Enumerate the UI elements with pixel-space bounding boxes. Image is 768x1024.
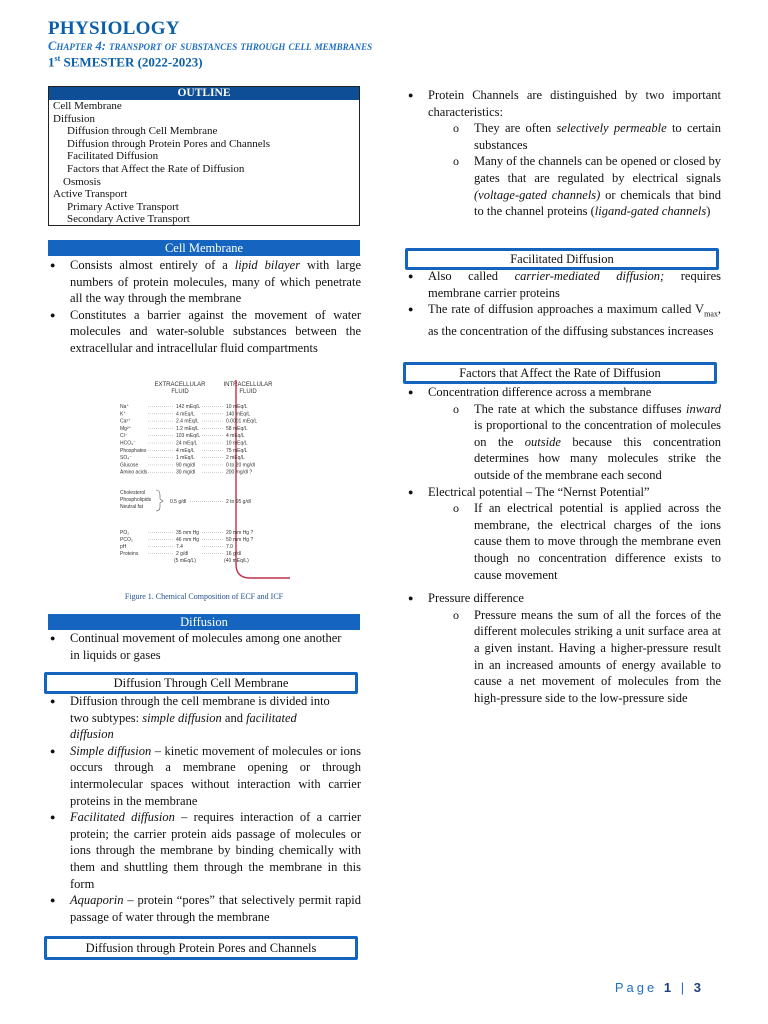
outline-item: Diffusion through Protein Pores and Channels (67, 137, 270, 150)
diffusion-section (48, 630, 348, 663)
diffusion-cell-heading: Diffusion Through Cell Membrane (44, 672, 358, 694)
lipid-ecf: 0.5 g/dl (170, 499, 187, 505)
list-item: ● Protein Channels are distinguished by two important characteristics: (406, 87, 721, 120)
lipid-brace (156, 490, 163, 511)
outline-item: Facilitated Diffusion (67, 150, 159, 163)
figure-label: SO₄⁻ (120, 455, 132, 462)
figure-ecf: 142 mEq/L (176, 404, 201, 410)
outline-heading: OUTLINE (49, 87, 359, 100)
list-item: ● Consists almost entirely of a lipid bilayer with large numbers of protein molecules, many of which penetrate all the way through the membrane (48, 257, 361, 307)
sub-item: o The rate at which the substance diffuses inward is proportional to the concentration of molecules on the outside because this concentration determines how many molecules strike the outside of the membrane each second (406, 401, 721, 484)
pores-heading: Diffusion through Protein Pores and Channels (44, 936, 358, 960)
figure-icf: 16 g/dl (226, 551, 242, 557)
figure-ecf: 2.4 mEq/L (176, 418, 199, 425)
sub-item: o Pressure means the sum of all the forces of the different molecules striking a unit surface area at a given instant. Having a higher-pressure result in an increased amounts of energy available to cause a net movement of molecules from the high-pressure side to the low-pressure side (406, 607, 721, 707)
figure-icf: 7.0 (226, 544, 233, 550)
outline-item: Osmosis (63, 175, 101, 188)
list-item: ● Continual movement of molecules among one another in liquids or gases (48, 630, 348, 663)
document-title: PHYSIOLOGY (48, 18, 180, 39)
figure-icf: 20 mm Hg ? (226, 530, 254, 536)
factors-section (406, 384, 721, 706)
sub-item: o They are often selectively permeable to certain substances (406, 120, 721, 153)
figure-label: K⁺ (120, 411, 126, 418)
figure-ecf: 4 mEq/L (176, 411, 195, 418)
page-number: Page 1 | 3 (614, 980, 704, 995)
ecf-column-title: EXTRACELLULAR (154, 382, 206, 388)
list-item: ● Constitutes a barrier against the movement of water molecules and water-soluble substances between the extracellular and intracellular fluid compartments (48, 307, 361, 357)
outline-item: Secondary Active Transport (67, 213, 190, 226)
list-item: ● Also called carrier-mediated diffusion; requires membrane carrier proteins (406, 268, 721, 301)
protein-ecf-meq: (5 mEq/L) (174, 558, 196, 564)
figure-label: HCO₃⁻ (120, 440, 136, 447)
ecf-column-fluid: FLUID (171, 389, 189, 395)
figure-icf: 50 mm Hg ? (226, 537, 254, 543)
figure-label: Glucose (120, 462, 139, 469)
figure-icf: 58 mEq/L (226, 425, 248, 432)
figure-label: Proteins (120, 551, 139, 557)
figure-ecf: 30 mg/dl (176, 469, 196, 476)
figure-ecf: 35 mm Hg (176, 530, 200, 536)
semester-number: 1 (48, 54, 55, 70)
figure-label: Ca²⁺ (120, 418, 131, 425)
ecf-icf-figure (118, 374, 290, 584)
figure-ecf: 7.4 (176, 544, 183, 550)
figure-ecf: 1 mEq/L (176, 455, 195, 462)
list-item: ● Diffusion through the cell membrane is divided into two subtypes: simple diffusion and facilitated diffusion (48, 693, 361, 743)
figure-ecf: 4 mEq/L (176, 447, 195, 454)
figure-icf: 200 mg/dl ? (226, 469, 253, 476)
protein-icf-meq: (40 mEq/L) (224, 558, 249, 564)
list-item: ● Concentration difference across a membrane (406, 384, 721, 401)
outline-list (49, 100, 359, 226)
figure-ecf: 2 g/dl (176, 551, 189, 557)
figure-icf: 10 mEq/L (226, 440, 248, 447)
figure-icf: 4 mEq/L (226, 433, 245, 440)
figure-rows (120, 404, 257, 557)
figure-label: pH (120, 544, 127, 550)
facilitated-section (406, 268, 721, 340)
outline-box (48, 86, 360, 226)
protein-channels-section (406, 87, 721, 220)
figure-icf: 10 mEq/L (226, 404, 248, 410)
figure-icf: 140 mEq/L (226, 411, 251, 418)
lipid-icf: 2 to 95 g/dl (226, 499, 251, 505)
cell-membrane-heading: Cell Membrane (48, 240, 360, 256)
lipid-label: Phospholipids (120, 497, 152, 503)
sub-item: o Many of the channels can be opened or closed by gates that are regulated by electrical signals (voltage-gated channels) or chemicals that bind to the channel proteins (ligand-gated channels) (406, 153, 721, 219)
figure-label: Cl⁻ (120, 433, 128, 440)
figure-ecf: 1.2 mEq/L (176, 425, 199, 432)
list-item: ● Pressure difference (406, 590, 721, 607)
list-item: ● Aquaporin – protein “pores” that selectively permit rapid passage of water through the membrane (48, 892, 361, 925)
list-item: ● Simple diffusion – kinetic movement of molecules or ions occurs through a membrane opening or through intermolecular spaces without interaction with carrier proteins in the membrane (48, 743, 361, 809)
figure-label: Na⁺ (120, 404, 130, 410)
outline-item: Cell Membrane (53, 100, 122, 112)
figure-label: PCO₂ (120, 537, 133, 543)
figure-caption: Figure 1. Chemical Composition of ECF and ICF (124, 592, 284, 601)
figure-label: Amino acids (120, 469, 148, 476)
figure-label: Mg²⁺ (120, 425, 132, 432)
facilitated-heading: Facilitated Diffusion (405, 248, 719, 270)
list-item: ● Electrical potential – The “Nernst Potential” (406, 484, 721, 501)
figure-label: Phosphates (120, 447, 147, 454)
factors-heading: Factors that Affect the Rate of Diffusion (403, 362, 717, 384)
cell-membrane-section (48, 257, 361, 357)
semester-text: SEMESTER (2022-2023) (60, 54, 203, 70)
diffusion-cell-section (48, 693, 361, 925)
figure-icf: 0.0001 mEq/L (226, 418, 258, 425)
semester-line (48, 54, 203, 70)
chapter-title: Chapter 4: transport of substances through cell membranes (48, 39, 373, 53)
lipid-label: Neutral fat (120, 504, 144, 510)
semester-ordinal: st (54, 54, 61, 63)
figure-ecf: 90 mg/dl (176, 462, 196, 469)
outline-item: Primary Active Transport (67, 200, 179, 213)
outline-item: Diffusion (53, 112, 95, 125)
figure-ecf: 24 mEq/L (176, 440, 198, 447)
lipid-label: Cholesterol (120, 490, 146, 496)
icf-column-title: INTRACELLULAR (223, 382, 273, 388)
icf-column-fluid: FLUID (239, 389, 257, 395)
outline-item: Factors that Affect the Rate of Diffusion (67, 162, 245, 175)
list-item: ● The rate of diffusion approaches a maximum called $V_{max}$, as the concentration of the diffusing substances increases (406, 301, 721, 340)
figure-icf: 2 mEq/L (226, 455, 245, 462)
outline-item: Diffusion through Cell Membrane (67, 125, 218, 138)
figure-icf: 0 to 20 mg/dl (226, 462, 255, 469)
list-item: ● Facilitated diffusion – requires interaction of a carrier protein; the carrier protein aids passage of molecules or ions through the membrane by binding chemically with them and shuttling them through the membrane in this form (48, 809, 361, 892)
figure-ecf: 103 mEq/L (176, 433, 201, 440)
diffusion-heading: Diffusion (48, 614, 360, 630)
sub-item: o If an electrical potential is applied across the membrane, the electrical charges of the ions cause them to move through the membrane even though no concentration difference exists to cause movement (406, 500, 721, 583)
outline-item: Active Transport (53, 188, 128, 201)
figure-icf: 75 mEq/L (226, 447, 248, 454)
figure-label: PO₂ (120, 530, 130, 536)
figure-ecf: 46 mm Hg (176, 537, 200, 543)
